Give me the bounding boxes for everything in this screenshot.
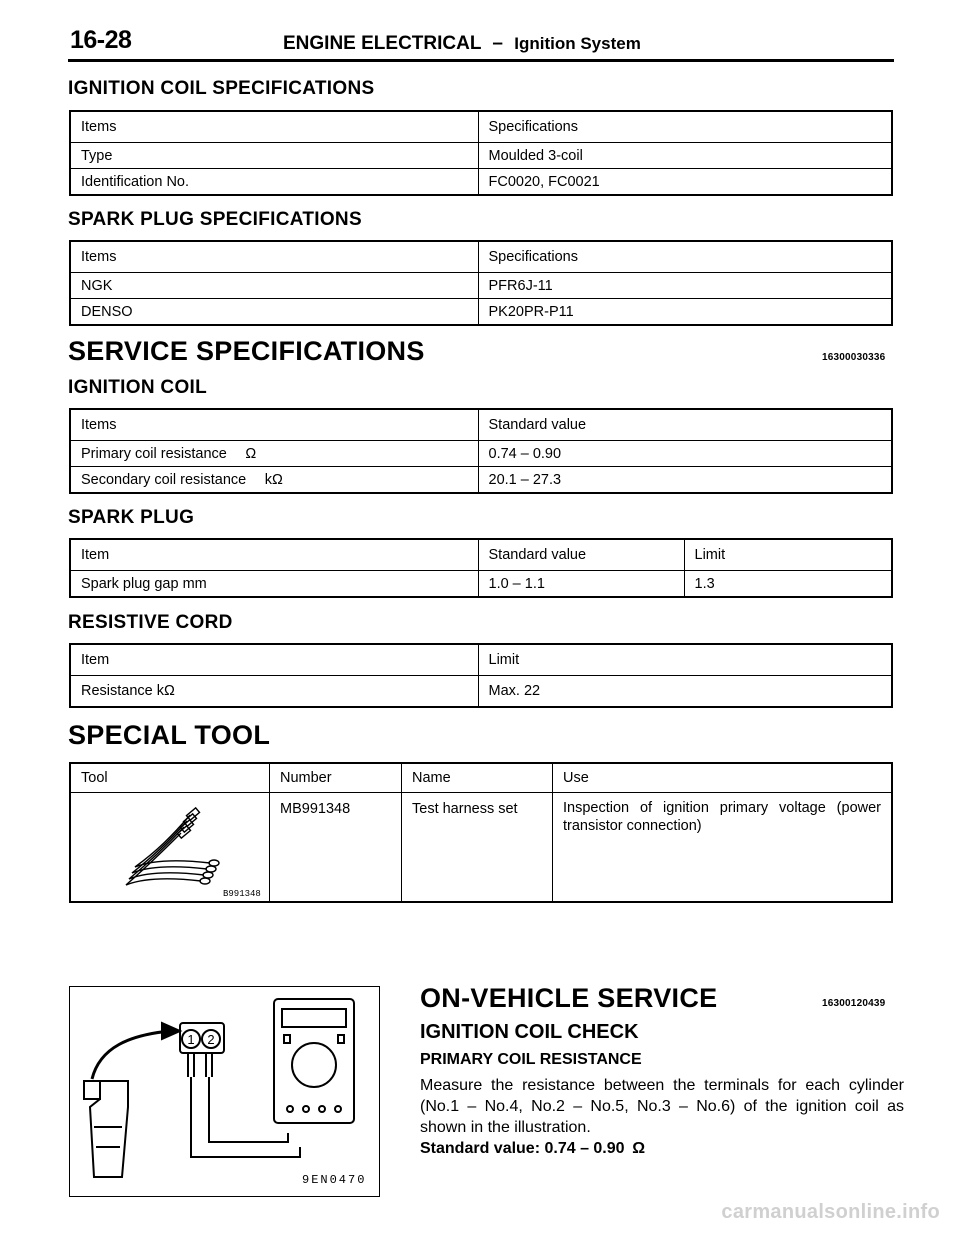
table-cell: Secondary coil resistance kΩ (70, 467, 478, 494)
connector-pin-1: 1 (187, 1032, 195, 1047)
table-header-row (70, 111, 892, 143)
on-vehicle-service-code: 16300120439 (822, 998, 886, 1009)
column-header: Use (553, 763, 893, 793)
spark-plug-heading: SPARK PLUG (68, 507, 195, 528)
table-row (70, 273, 892, 299)
column-header: Item (70, 539, 478, 571)
tool-number: MB991348 (270, 793, 402, 903)
header-dash: – (492, 33, 503, 54)
column-header: Specifications (478, 111, 892, 143)
on-vehicle-service-heading: ON-VEHICLE SERVICE (420, 983, 718, 1013)
table-cell: 20.1 – 27.3 (478, 467, 892, 494)
connector-pin-2: 2 (207, 1032, 215, 1047)
standard-value-note: Standard value: 0.74 – 0.90 Ω (420, 1140, 646, 1157)
table-row (70, 793, 892, 903)
table-header-row (70, 409, 892, 441)
column-header: Standard value (478, 409, 892, 441)
table-cell: Identification No. (70, 169, 478, 196)
check-instructions: Measure the resistance between the terminals for each cylinder (No.1 – No.4, No.2 – No.5, No.3 – No.6) of the ignition coil as shown in the illustration. (420, 1077, 904, 1136)
table-cell: Primary coil resistance Ω (70, 441, 478, 467)
tool-use: Inspection of ignition primary voltage (power transistor connection) (553, 793, 893, 903)
ignition-coil-heading: IGNITION COIL (68, 377, 208, 398)
spark-plug-specs-table (69, 240, 893, 326)
table-row (70, 676, 892, 708)
service-specs-heading: SERVICE SPECIFICATIONS (68, 336, 425, 366)
ignition-coil-service-table (69, 408, 893, 494)
column-header: Limit (478, 644, 892, 676)
table-cell: PK20PR-P11 (478, 299, 892, 326)
special-tool-heading: SPECIAL TOOL (68, 720, 271, 750)
table-cell: Max. 22 (478, 676, 892, 708)
ignition-coil-specs-heading: IGNITION COIL SPECIFICATIONS (68, 78, 375, 99)
resistive-cord-table (69, 643, 893, 708)
table-header-row (70, 539, 892, 571)
spark-plug-specs-heading: SPARK PLUG SPECIFICATIONS (68, 209, 362, 230)
tool-name: Test harness set (402, 793, 553, 903)
table-row (70, 467, 892, 494)
section-title: ENGINE ELECTRICAL (283, 33, 482, 54)
table-cell: NGK (70, 273, 478, 299)
column-header: Name (402, 763, 553, 793)
ignition-coil-check-heading: IGNITION COIL CHECK (420, 1021, 639, 1043)
subsection-title: Ignition System (514, 34, 641, 53)
table-row (70, 169, 892, 196)
running-header (283, 33, 641, 55)
tool-image-cell (70, 793, 270, 903)
table-row (70, 143, 892, 169)
column-header: Items (70, 111, 478, 143)
watermark: carmanualsonline.info (721, 1201, 940, 1223)
table-header-row (70, 763, 892, 793)
illustration-label: 9EN0470 (302, 1173, 367, 1187)
column-header: Item (70, 644, 478, 676)
column-header: Number (270, 763, 402, 793)
table-cell: PFR6J-11 (478, 273, 892, 299)
column-header: Limit (684, 539, 892, 571)
table-cell: DENSO (70, 299, 478, 326)
column-header: Tool (70, 763, 270, 793)
ignition-coil-specs-table (69, 110, 893, 196)
primary-coil-resistance-heading: PRIMARY COIL RESISTANCE (420, 1051, 642, 1068)
table-cell: 0.74 – 0.90 (478, 441, 892, 467)
ignition-coil-check-illustration (70, 987, 379, 1196)
column-header: Specifications (478, 241, 892, 273)
table-cell: 1.3 (684, 571, 892, 598)
table-cell: FC0020, FC0021 (478, 169, 892, 196)
table-cell: Resistance kΩ (70, 676, 478, 708)
special-tool-table (69, 762, 893, 903)
tool-image-label: B991348 (223, 889, 261, 899)
column-header: Items (70, 241, 478, 273)
test-harness-illustration (71, 793, 269, 901)
ignition-coil-illustration-frame (69, 986, 380, 1197)
page-number: 16-28 (70, 26, 132, 54)
table-cell: Moulded 3-coil (478, 143, 892, 169)
resistive-cord-heading: RESISTIVE CORD (68, 612, 233, 633)
column-header: Items (70, 409, 478, 441)
table-cell: Type (70, 143, 478, 169)
table-cell: Spark plug gap mm (70, 571, 478, 598)
table-row (70, 571, 892, 598)
column-header: Standard value (478, 539, 684, 571)
table-header-row (70, 241, 892, 273)
service-specs-code: 16300030336 (822, 352, 886, 363)
table-row (70, 441, 892, 467)
table-cell: 1.0 – 1.1 (478, 571, 684, 598)
table-row (70, 299, 892, 326)
table-header-row (70, 644, 892, 676)
spark-plug-service-table (69, 538, 893, 598)
header-rule (68, 59, 894, 62)
